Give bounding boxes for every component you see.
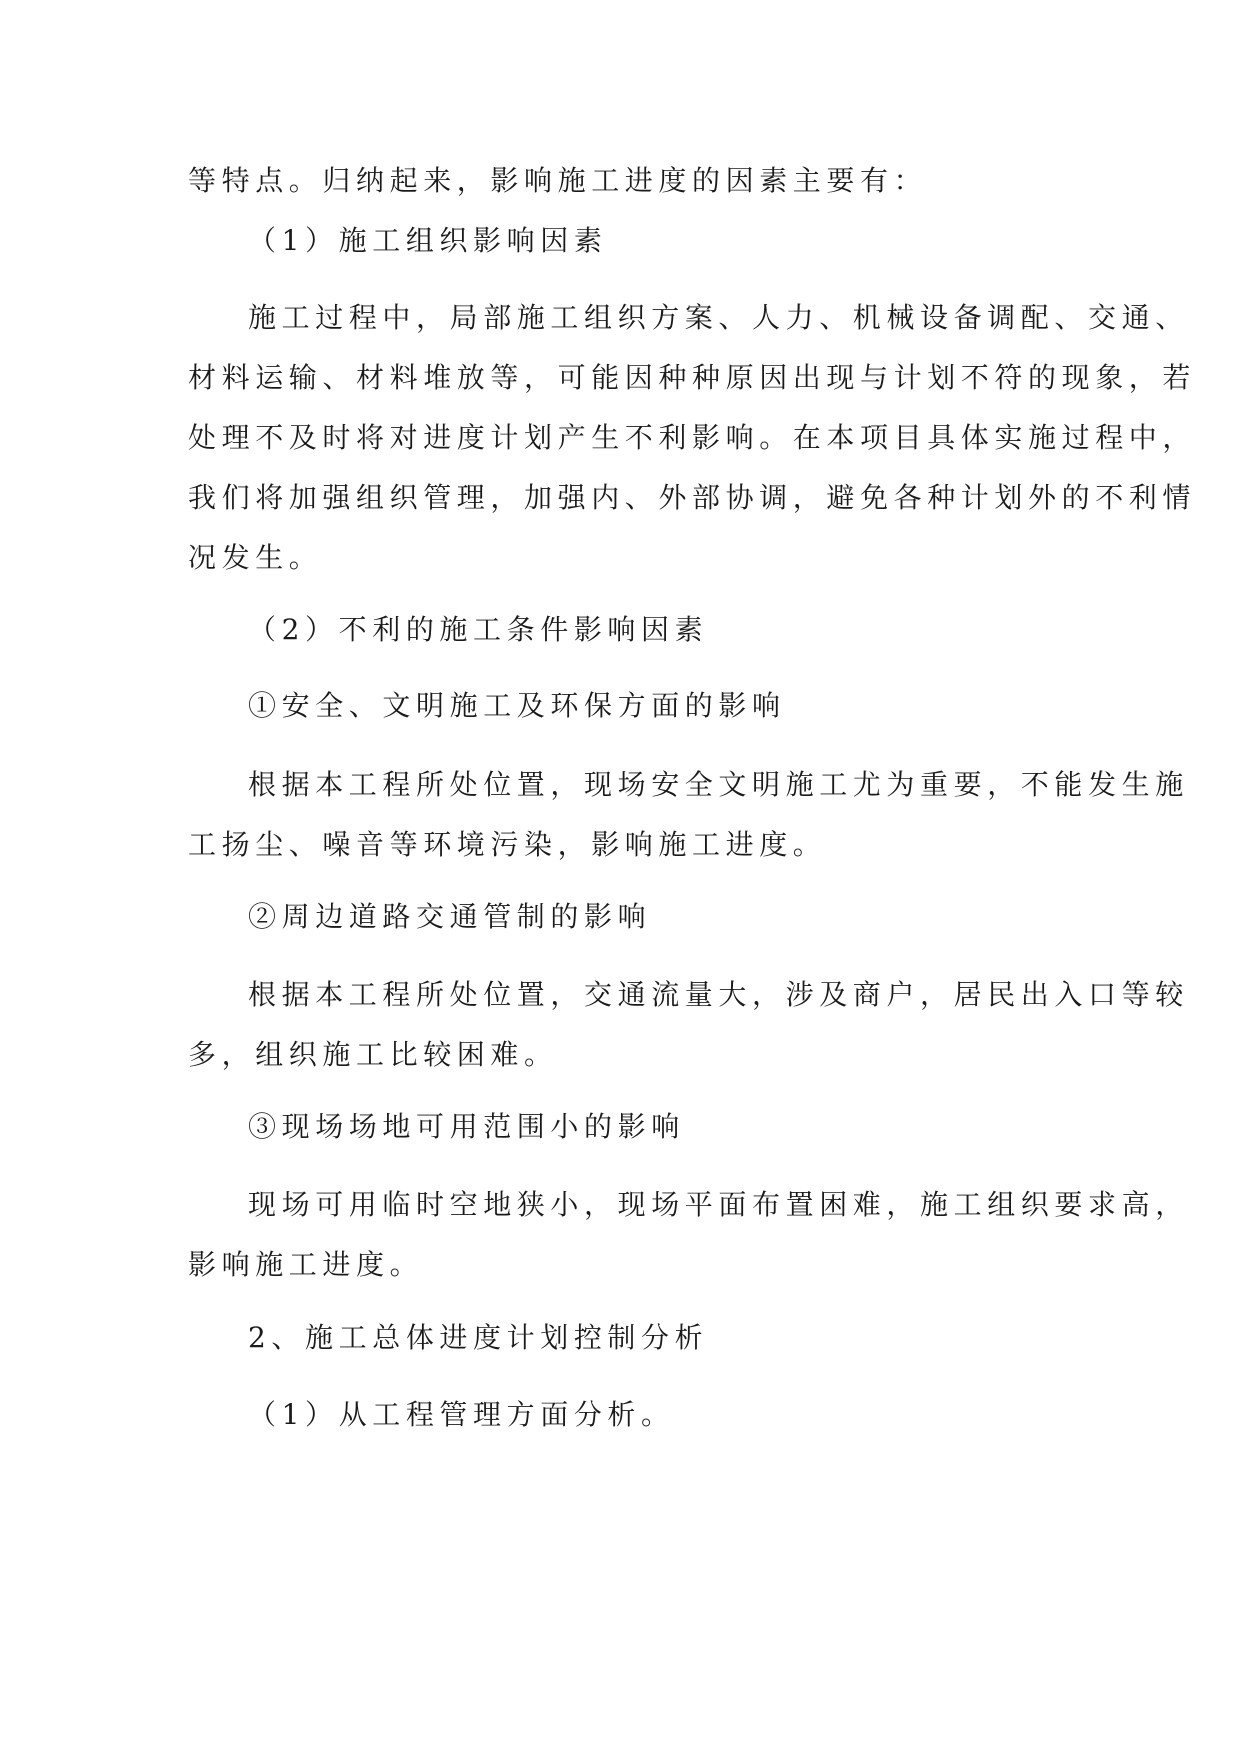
subsection-heading: ③现场场地可用范围小的影响 xyxy=(248,1110,685,1143)
paragraph-line: 施工过程中，局部施工组织方案、人力、机械设备调配、交通、 xyxy=(248,301,1189,334)
paragraph-line: 我们将加强组织管理，加强内、外部协调，避免各种计划外的不利情 xyxy=(188,481,1197,514)
section-heading: 2、施工总体进度计划控制分析 xyxy=(248,1321,709,1354)
paragraph-line: 材料运输、材料堆放等，可能因种种原因出现与计划不符的现象，若 xyxy=(188,361,1197,394)
section-heading: （1）从工程管理方面分析。 xyxy=(248,1398,675,1431)
paragraph-line: 根据本工程所处位置，现场安全文明施工尤为重要，不能发生施 xyxy=(248,768,1189,801)
paragraph-line: 等特点。归纳起来，影响施工进度的因素主要有： xyxy=(188,164,928,197)
subsection-heading: ②周边道路交通管制的影响 xyxy=(248,900,652,933)
section-heading: （2）不利的施工条件影响因素 xyxy=(248,613,709,646)
paragraph-line: 多，组织施工比较困难。 xyxy=(188,1038,558,1071)
paragraph-line: 工扬尘、噪音等环境污染，影响施工进度。 xyxy=(188,828,827,861)
paragraph-line: 现场可用临时空地狭小，现场平面布置困难，施工组织要求高， xyxy=(248,1188,1189,1221)
subsection-heading: ①安全、文明施工及环保方面的影响 xyxy=(248,689,786,722)
paragraph-line: 影响施工进度。 xyxy=(188,1248,424,1281)
paragraph-line: 况发生。 xyxy=(188,541,323,574)
section-heading: （1）施工组织影响因素 xyxy=(248,224,608,257)
paragraph-line: 处理不及时将对进度计划产生不利影响。在本项目具体实施过程中， xyxy=(188,421,1197,454)
paragraph-line: 根据本工程所处位置，交通流量大，涉及商户，居民出入口等较 xyxy=(248,978,1189,1011)
